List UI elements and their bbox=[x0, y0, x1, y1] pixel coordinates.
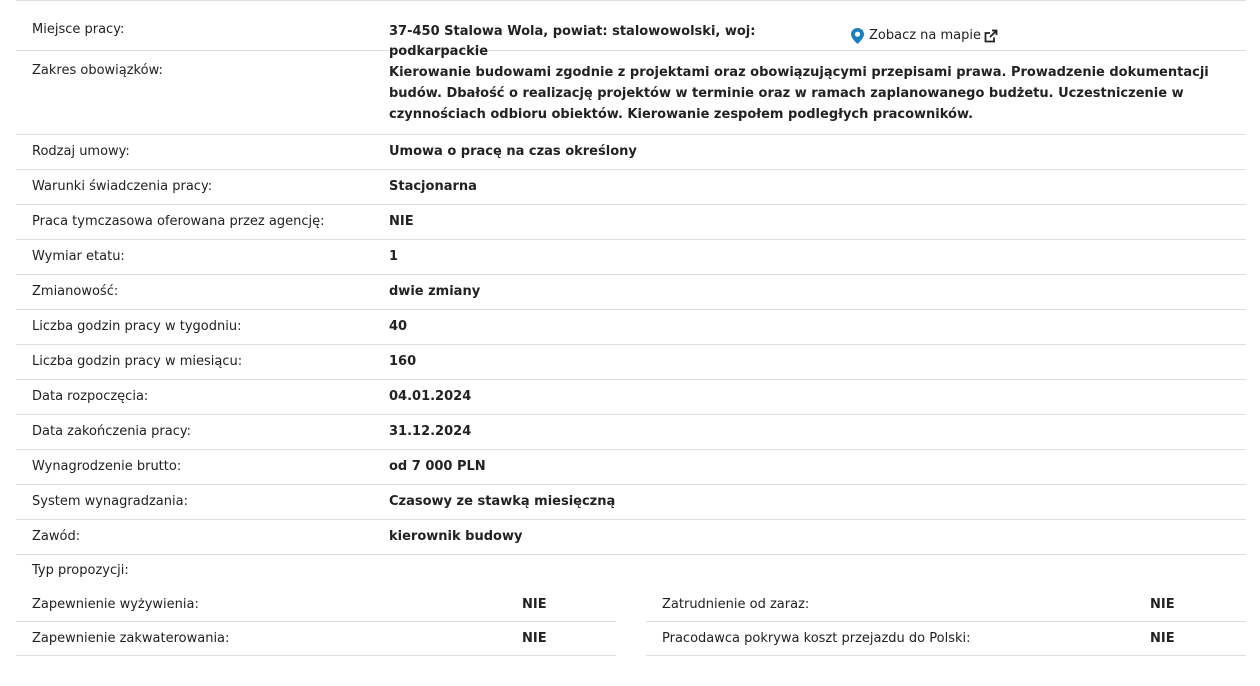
detail-value: 31.12.2024 bbox=[389, 424, 472, 439]
detail-label: Wymiar etatu: bbox=[32, 249, 125, 264]
detail-row-hours-week bbox=[16, 310, 1246, 345]
detail-value: kierownik budowy bbox=[389, 529, 523, 544]
detail-row-location bbox=[16, 0, 1246, 59]
external-link-icon bbox=[984, 29, 998, 43]
detail-label: Warunki świadczenia pracy: bbox=[32, 179, 213, 194]
offer-value: NIE bbox=[522, 631, 547, 646]
detail-label: Rodzaj umowy: bbox=[32, 144, 130, 159]
detail-label: Praca tymczasowa oferowana przez agencję: bbox=[32, 214, 325, 229]
detail-row-salary bbox=[16, 450, 1246, 485]
detail-row-contract-type bbox=[16, 135, 1246, 170]
detail-value: Stacjonarna bbox=[389, 179, 477, 194]
detail-row-shifts bbox=[16, 275, 1246, 310]
job-details-table bbox=[16, 0, 1246, 555]
detail-row-hours-month bbox=[16, 345, 1246, 380]
detail-row-start-date bbox=[16, 380, 1246, 415]
offer-label: Zatrudnienie od zaraz: bbox=[662, 597, 810, 612]
detail-row-pay-system bbox=[16, 485, 1246, 520]
detail-value bbox=[389, 18, 1246, 59]
detail-value: NIE bbox=[389, 214, 414, 229]
offer-row-travel-cost bbox=[646, 622, 1246, 656]
detail-label: Zmianowość: bbox=[32, 284, 119, 299]
detail-label: Liczba godzin pracy w tygodniu: bbox=[32, 319, 242, 334]
offer-value: NIE bbox=[1150, 597, 1175, 612]
detail-label: Data rozpoczęcia: bbox=[32, 389, 149, 404]
detail-value: 160 bbox=[389, 354, 417, 369]
detail-row-temp-agency bbox=[16, 205, 1246, 240]
show-on-map-link[interactable] bbox=[851, 22, 998, 50]
detail-value: Kierowanie budowami zgodnie z projektami oraz obowiązującymi przepisami prawa. Prowadzenie dokumentacji budów. Dbałość o realizację projektów w terminie oraz w ramach zaplanowanego budżetu. Uczestniczenie w czynnościach odbioru obiektów. Kierowanie zespołem podległych pracowników. bbox=[389, 65, 1209, 122]
offer-value: NIE bbox=[1150, 631, 1175, 646]
detail-row-profession bbox=[16, 520, 1246, 555]
offer-label: Zapewnienie wyżywienia: bbox=[32, 597, 199, 612]
show-on-map-label: Zobacz na mapie bbox=[869, 28, 982, 43]
detail-value: od 7 000 PLN bbox=[389, 459, 486, 474]
detail-value: dwie zmiany bbox=[389, 284, 481, 299]
detail-row-end-date bbox=[16, 415, 1246, 450]
detail-label: System wynagradzania: bbox=[32, 494, 188, 509]
detail-label: Liczba godzin pracy w miesiącu: bbox=[32, 354, 243, 369]
detail-value: 04.01.2024 bbox=[389, 389, 472, 404]
offer-type-left-column bbox=[16, 588, 616, 656]
detail-value: 1 bbox=[389, 249, 399, 264]
offer-row-meals bbox=[16, 588, 616, 622]
offer-label: Pracodawca pokrywa koszt przejazdu do Polski: bbox=[662, 631, 971, 646]
detail-label: Miejsce pracy: bbox=[32, 22, 125, 37]
detail-value: Czasowy ze stawką miesięczną bbox=[389, 494, 616, 509]
detail-row-duties bbox=[16, 51, 1246, 135]
map-pin-icon bbox=[851, 28, 864, 44]
detail-value: Umowa o pracę na czas określony bbox=[389, 144, 637, 159]
detail-label: Data zakończenia pracy: bbox=[32, 424, 191, 439]
detail-label: Zakres obowiązków: bbox=[32, 63, 163, 78]
offer-label: Zapewnienie zakwaterowania: bbox=[32, 631, 230, 646]
offer-row-accommodation bbox=[16, 622, 616, 656]
detail-value: 40 bbox=[389, 319, 408, 334]
offer-row-immediate-hire bbox=[646, 588, 1246, 622]
detail-label: Wynagrodzenie brutto: bbox=[32, 459, 182, 474]
detail-row-work-conditions bbox=[16, 170, 1246, 205]
detail-row-fte bbox=[16, 240, 1246, 275]
location-text: 37-450 Stalowa Wola, powiat: stalowowolski, woj: podkarpackie bbox=[389, 24, 756, 59]
offer-type-right-column bbox=[646, 588, 1246, 656]
detail-label: Zawód: bbox=[32, 529, 81, 544]
offer-value: NIE bbox=[522, 597, 547, 612]
offer-type-heading: Typ propozycji: bbox=[32, 563, 129, 578]
